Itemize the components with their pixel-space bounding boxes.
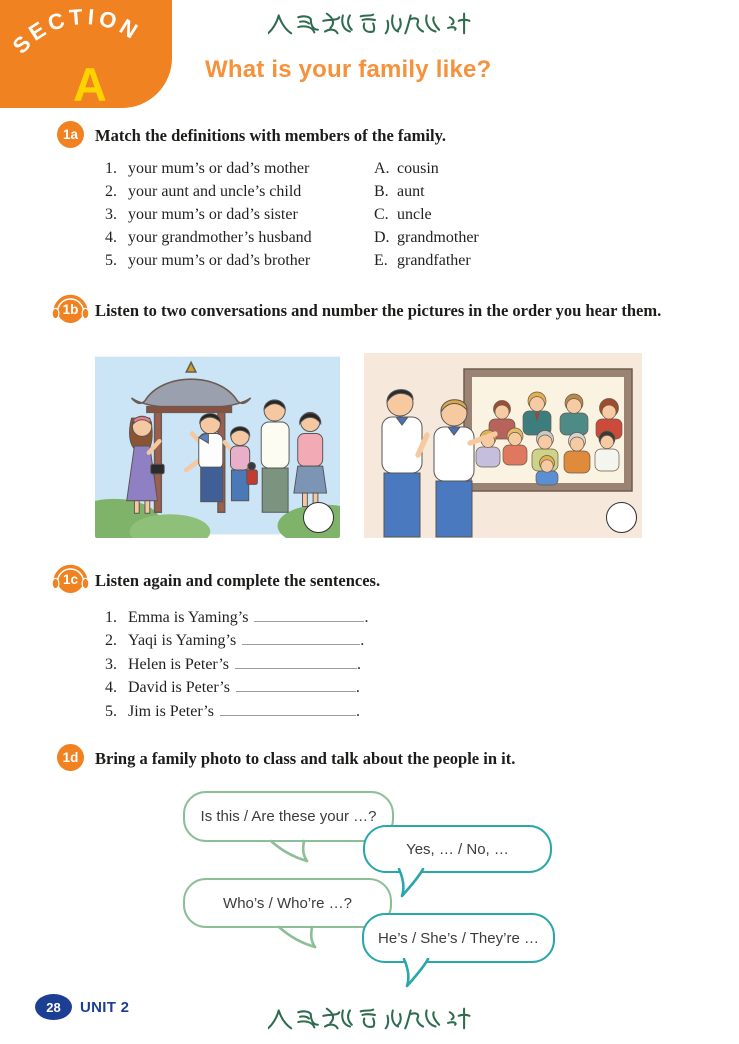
exercise-1d-badge: 1d (57, 744, 84, 771)
speech-bubble-1 (183, 791, 394, 842)
item-number: 4. (105, 679, 117, 697)
speech-bubble-text: He’s / She’s / They’re … (378, 929, 539, 947)
definition-item (105, 250, 312, 273)
sentence-item (105, 700, 368, 723)
item-letter: B. (374, 182, 389, 200)
page-number-badge: 28 (35, 994, 72, 1020)
speech-bubble-4 (362, 913, 555, 963)
item-number: 1. (105, 160, 117, 177)
definition-item (105, 158, 312, 181)
sentence-item (105, 606, 368, 629)
option-item (374, 250, 479, 273)
option-item (374, 181, 479, 204)
option-item (374, 204, 479, 227)
option-item (374, 158, 479, 181)
sentence-item (105, 676, 368, 699)
section-arc-label: SECTION (7, 3, 146, 59)
exercise-1b (57, 296, 682, 323)
exercise-1c-badge (57, 566, 84, 593)
badge-label: 1c (62, 572, 79, 587)
picture-2-answer-circle[interactable] (606, 502, 637, 533)
exercise-1a-instruction: Match the definitions with members of the family. (95, 126, 447, 145)
exercise-1a (57, 121, 682, 287)
item-letter: E. (374, 251, 388, 269)
definition-item (105, 227, 312, 250)
sentence-end: . (355, 679, 360, 697)
item-text: your grandmother’s husband (128, 228, 312, 246)
item-text: your mum’s or dad’s mother (128, 160, 310, 177)
sentence-end: . (357, 655, 362, 673)
publisher-logo (268, 7, 473, 40)
exercise-1a-badge: 1a (57, 121, 84, 148)
exercise-1d (57, 744, 682, 771)
sentence-stem: Emma is Yaming’s (128, 609, 249, 626)
answer-blank[interactable] (220, 701, 356, 716)
sentence-end: . (364, 609, 369, 626)
sentence-stem: David is Peter’s (128, 679, 230, 697)
item-number: 3. (105, 655, 117, 673)
exercise-1c-instruction: Listen again and complete the sentences. (95, 571, 381, 590)
item-text: your mum’s or dad’s sister (128, 205, 298, 223)
exercise-1b-instruction: Listen to two conversations and number the pictures in the order you hear them. (95, 301, 662, 320)
svg-text:SECTION (8, 4, 146, 59)
exercise-1d-instruction: Bring a family photo to class and talk about the people in it. (95, 749, 516, 768)
unit-label: UNIT 2 (80, 999, 130, 1016)
item-number: 5. (105, 251, 117, 269)
page-title: What is your family like? (205, 56, 492, 83)
picture-pavilion-scene (95, 353, 340, 538)
item-text: cousin (397, 160, 439, 177)
answer-blank[interactable] (236, 677, 356, 692)
item-text: aunt (397, 182, 425, 200)
item-number: 2. (105, 632, 117, 650)
item-number: 4. (105, 228, 117, 246)
item-number: 3. (105, 205, 117, 223)
sentences-list (105, 606, 368, 723)
speech-tail-icon (400, 958, 434, 988)
answer-blank[interactable] (242, 630, 360, 645)
item-text: uncle (397, 205, 432, 223)
answer-blank[interactable] (235, 654, 357, 669)
sentence-item (105, 629, 368, 652)
exercise-1b-badge (57, 296, 84, 323)
item-text: your aunt and uncle’s child (128, 182, 302, 200)
item-letter: A. (374, 160, 390, 177)
sentence-item (105, 653, 368, 676)
speech-bubble-text: Who’s / Who’re …? (223, 894, 352, 912)
item-text: your mum’s or dad’s brother (128, 251, 311, 269)
sentence-stem: Yaqi is Yaming’s (128, 632, 237, 650)
item-letter: C. (374, 205, 389, 223)
definition-item (105, 204, 312, 227)
picture-family-photo-scene (363, 353, 643, 538)
definition-item (105, 181, 312, 204)
speech-bubble-text: Yes, … / No, … (406, 840, 509, 858)
section-badge (0, 0, 172, 108)
sentence-stem: Helen is Peter’s (128, 655, 230, 673)
speech-tail-icon (277, 925, 327, 951)
item-letter: D. (374, 228, 390, 246)
definitions-list (105, 158, 312, 273)
picture-1-answer-circle[interactable] (303, 502, 334, 533)
speech-bubble-text: Is this / Are these your …? (200, 808, 377, 825)
speech-bubble-2 (363, 825, 552, 873)
options-list (374, 158, 479, 273)
option-item (374, 227, 479, 250)
badge-label: 1b (62, 302, 79, 317)
speech-tail-icon (269, 839, 319, 865)
speech-bubble-3 (183, 878, 392, 928)
sentence-stem: Jim is Peter’s (128, 702, 214, 720)
answer-blank[interactable] (254, 607, 364, 622)
exercise-1c (57, 566, 682, 720)
sentence-end: . (355, 702, 360, 720)
item-number: 5. (105, 702, 117, 720)
item-text: grandfather (397, 251, 471, 269)
item-number: 2. (105, 182, 117, 200)
sentence-end: . (360, 632, 365, 650)
publisher-logo (268, 1002, 473, 1035)
item-number: 1. (105, 609, 117, 626)
item-text: grandmother (397, 228, 479, 246)
speech-tail-icon (395, 868, 429, 898)
section-letter: A (73, 58, 107, 108)
